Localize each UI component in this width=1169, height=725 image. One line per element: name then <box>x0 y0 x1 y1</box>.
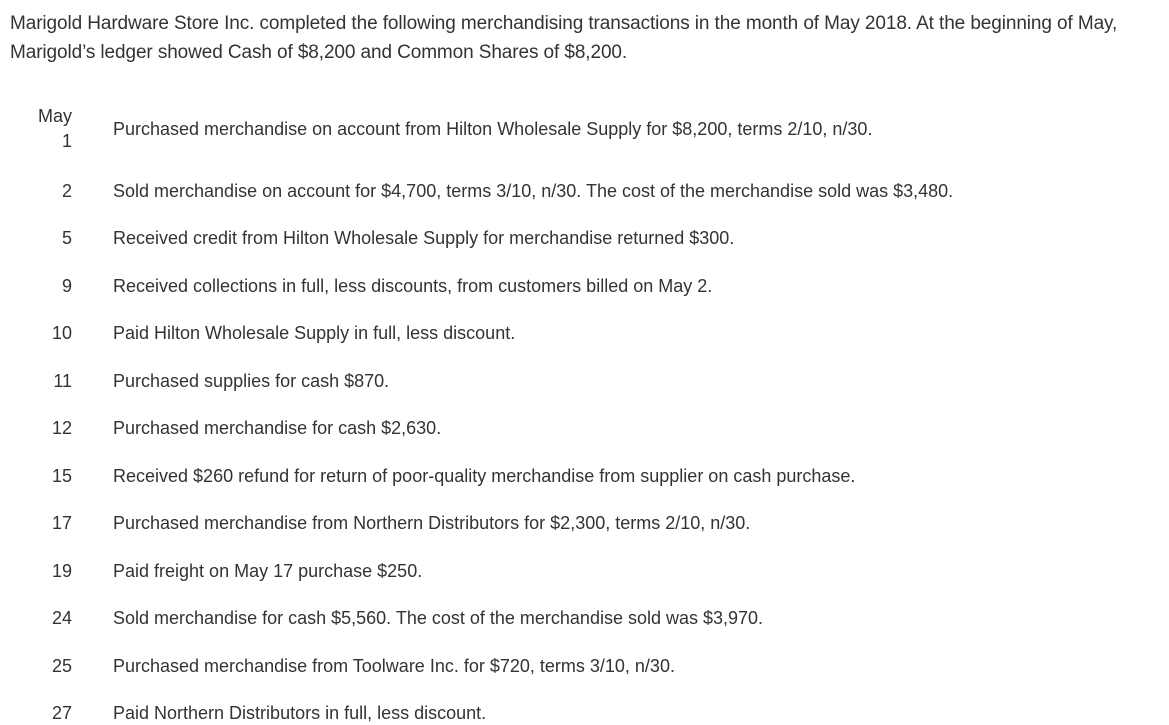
transaction-description: Paid Hilton Wholesale Supply in full, less discount. <box>113 323 516 343</box>
transaction-description: Received $260 refund for return of poor-quality merchandise from supplier on cash purchase. <box>113 466 856 486</box>
transaction-date <box>34 104 72 154</box>
transaction-day: 9 <box>61 276 72 296</box>
transaction-day: 17 <box>51 513 72 533</box>
transaction-description: Received credit from Hilton Wholesale Supply for merchandise returned $300. <box>113 228 735 248</box>
transaction-description: Paid Northern Distributors in full, less discount. <box>113 703 487 723</box>
transaction-description: Purchased merchandise on account from Hilton Wholesale Supply for $8,200, terms 2/10, n/30. <box>113 119 873 139</box>
transaction-description: Sold merchandise for cash $5,560. The cost of the merchandise sold was $3,970. <box>113 608 764 628</box>
transaction-day: 19 <box>51 561 72 581</box>
transaction-day: 25 <box>51 656 72 676</box>
transaction-description: Purchased supplies for cash $870. <box>113 371 390 391</box>
transaction-day: 1 <box>61 131 72 151</box>
transaction-description: Purchased merchandise from Toolware Inc. for $720, terms 3/10, n/30. <box>113 656 675 676</box>
transaction-day: 2 <box>61 181 72 201</box>
transaction-description: Purchased merchandise from Northern Distributors for $2,300, terms 2/10, n/30. <box>113 513 751 533</box>
transaction-day: 11 <box>53 371 72 391</box>
problem-intro: Marigold Hardware Store Inc. completed the following merchandising transactions in the month of May 2018. At the beginning of May, Marigold’s ledger showed Cash of $8,200 and Common Shares of $8,200. <box>10 13 1118 63</box>
transaction-day: 12 <box>51 418 72 438</box>
transaction-description: Received collections in full, less discounts, from customers billed on May 2. <box>113 276 713 296</box>
transaction-description: Paid freight on May 17 purchase $250. <box>113 561 423 581</box>
transaction-day: 10 <box>51 323 72 343</box>
month-label: May <box>37 106 72 126</box>
transaction-day: 15 <box>51 466 72 486</box>
transaction-description: Purchased merchandise for cash $2,630. <box>113 418 442 438</box>
transaction-description: Sold merchandise on account for $4,700, terms 3/10, n/30. The cost of the merchandise sold was $3,480. <box>113 181 954 201</box>
transaction-day: 5 <box>61 228 72 248</box>
transaction-day: 24 <box>51 608 72 628</box>
transaction-day: 27 <box>51 703 72 723</box>
